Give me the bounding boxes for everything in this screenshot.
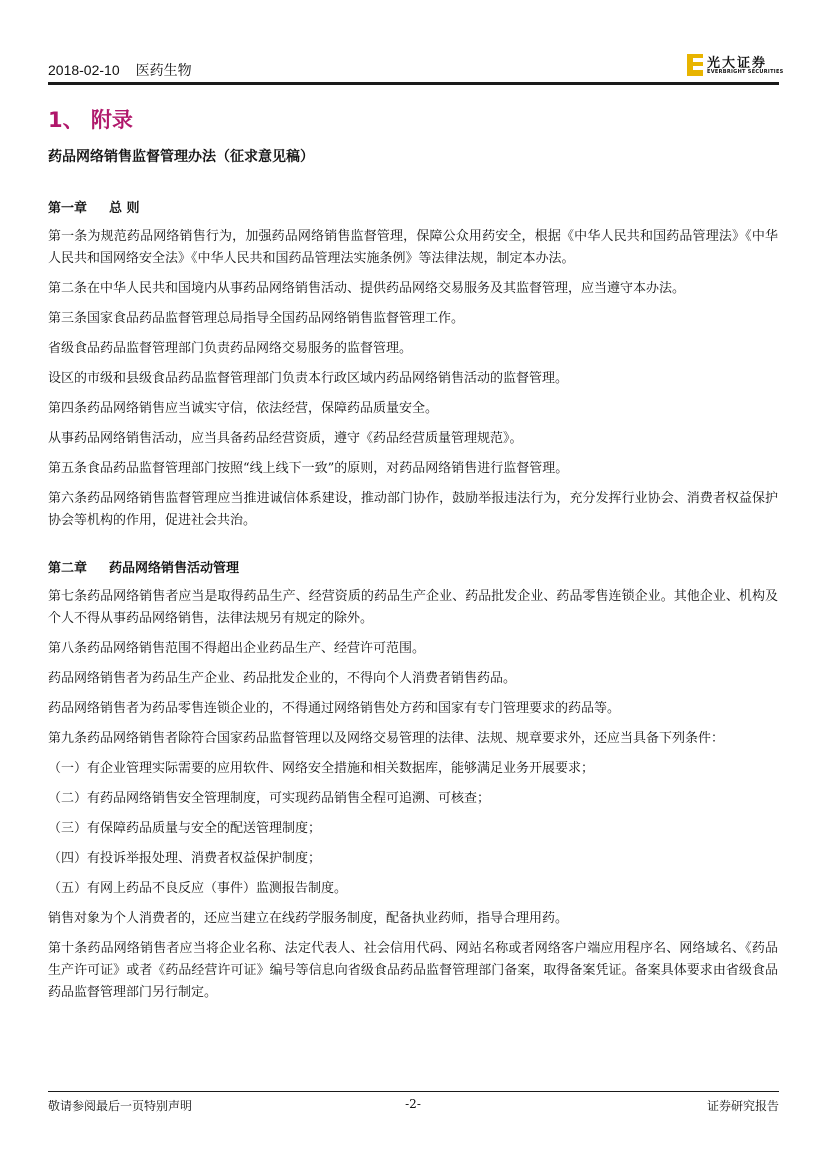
chapter-title: 药品网络销售活动管理: [109, 561, 240, 576]
section-title: 1、 附录: [48, 108, 133, 132]
document-title: 药品网络销售监督管理办法（征求意见稿）: [48, 149, 314, 165]
article-paragraph: 第五条食品药品监督管理部门按照“线上线下一致”的原则，对药品网络销售进行监督管理。: [48, 461, 569, 476]
article-paragraph: 第二条在中华人民共和国境内从事药品网络销售活动、提供药品网络交易服务及其监督管理，应当遵守本办法。: [48, 281, 686, 296]
list-item: （二）有药品网络销售安全管理制度，可实现药品销售全程可追溯、可核查；: [48, 791, 491, 806]
footer-report-type: 证券研究报告: [706, 1099, 779, 1113]
chapter-2-heading: [48, 558, 778, 580]
chapter-number: 第一章: [48, 201, 88, 216]
article-paragraph: 第三条国家食品药品监督管理总局指导全国药品网络销售监督管理工作。: [48, 311, 465, 326]
footer-disclaimer: 敬请参阅最后一页特别声明: [48, 1099, 193, 1113]
chapter-1-heading: [48, 198, 778, 220]
article-paragraph: 第一条为规范药品网络销售行为，加强药品网络销售监督管理，保障公众用药安全，根据《中华人民共和国药品管理法》《中华人民共和国网络安全法》《中华人民共和国药品管理法实施条例》等法律法规，制定本办法。: [48, 229, 778, 266]
chapter-number: 第二章: [48, 561, 88, 576]
page-header: [48, 52, 784, 84]
document-body: [48, 146, 778, 1012]
list-item: （一）有企业管理实际需要的应用软件、网络安全措施和相关数据库，能够满足业务开展要求；: [48, 761, 595, 776]
article-paragraph: 第九条药品网络销售者除符合国家药品监督管理以及网络交易管理的法律、法规、规章要求外，还应当具备下列条件：: [48, 731, 725, 746]
logo-name: 光大证券: [707, 56, 768, 71]
page-number: -2-: [405, 1097, 421, 1111]
article-paragraph: 销售对象为个人消费者的，还应当建立在线药学服务制度，配备执业药师，指导合理用药。: [48, 911, 569, 926]
article-paragraph: 药品网络销售者为药品生产企业、药品批发企业的，不得向个人消费者销售药品。: [48, 671, 517, 686]
company-logo: [687, 52, 784, 78]
header-divider: [48, 82, 779, 85]
list-item: （五）有网上药品不良反应（事件）监测报告制度。: [48, 881, 348, 896]
header-meta: [48, 60, 208, 80]
article-paragraph: 第七条药品网络销售者应当是取得药品生产、经营资质的药品生产企业、药品批发企业、药品零售连锁企业。其他企业、机构及个人不得从事药品网络销售，法律法规另有规定的除外。: [48, 589, 778, 626]
logo-mark-icon: [687, 54, 703, 76]
article-paragraph: 第十条药品网络销售者应当将企业名称、法定代表人、社会信用代码、网站名称或者网络客户端应用程序名、网络域名、《药品生产许可证》或者《药品经营许可证》编号等信息向省级食品药品监督管理部门备案，取得备案凭证。备案具体要求由省级食品药品监督管理部门另行制定。: [48, 941, 778, 1000]
article-paragraph: 第四条药品网络销售应当诚实守信，依法经营，保障药品质量安全。: [48, 401, 439, 416]
footer-divider: [48, 1091, 779, 1092]
list-item: （四）有投诉举报处理、消费者权益保护制度；: [48, 851, 322, 866]
article-paragraph: 第六条药品网络销售监督管理应当推进诚信体系建设，推动部门协作，鼓励举报违法行为，充分发挥行业协会、消费者权益保护协会等机构的作用，促进社会共治。: [48, 491, 778, 528]
article-paragraph: 设区的市级和县级食品药品监督管理部门负责本行政区域内药品网络销售活动的监督管理。: [48, 371, 569, 386]
report-date: 2018-02-10: [48, 62, 120, 78]
chapter-title: 总 则: [109, 201, 140, 216]
article-paragraph: 从事药品网络销售活动，应当具备药品经营资质，遵守《药品经营质量管理规范》。: [48, 431, 523, 446]
article-paragraph: 第八条药品网络销售范围不得超出企业药品生产、经营许可范围。: [48, 641, 426, 656]
report-sector: 医药生物: [135, 62, 192, 78]
logo-english-name: EVERBRIGHT SECURITIES: [707, 69, 784, 75]
list-item: （三）有保障药品质量与安全的配送管理制度；: [48, 821, 322, 836]
article-paragraph: 药品网络销售者为药品零售连锁企业的，不得通过网络销售处方药和国家有专门管理要求的药品等。: [48, 701, 621, 716]
article-paragraph: 省级食品药品监督管理部门负责药品网络交易服务的监督管理。: [48, 341, 413, 356]
